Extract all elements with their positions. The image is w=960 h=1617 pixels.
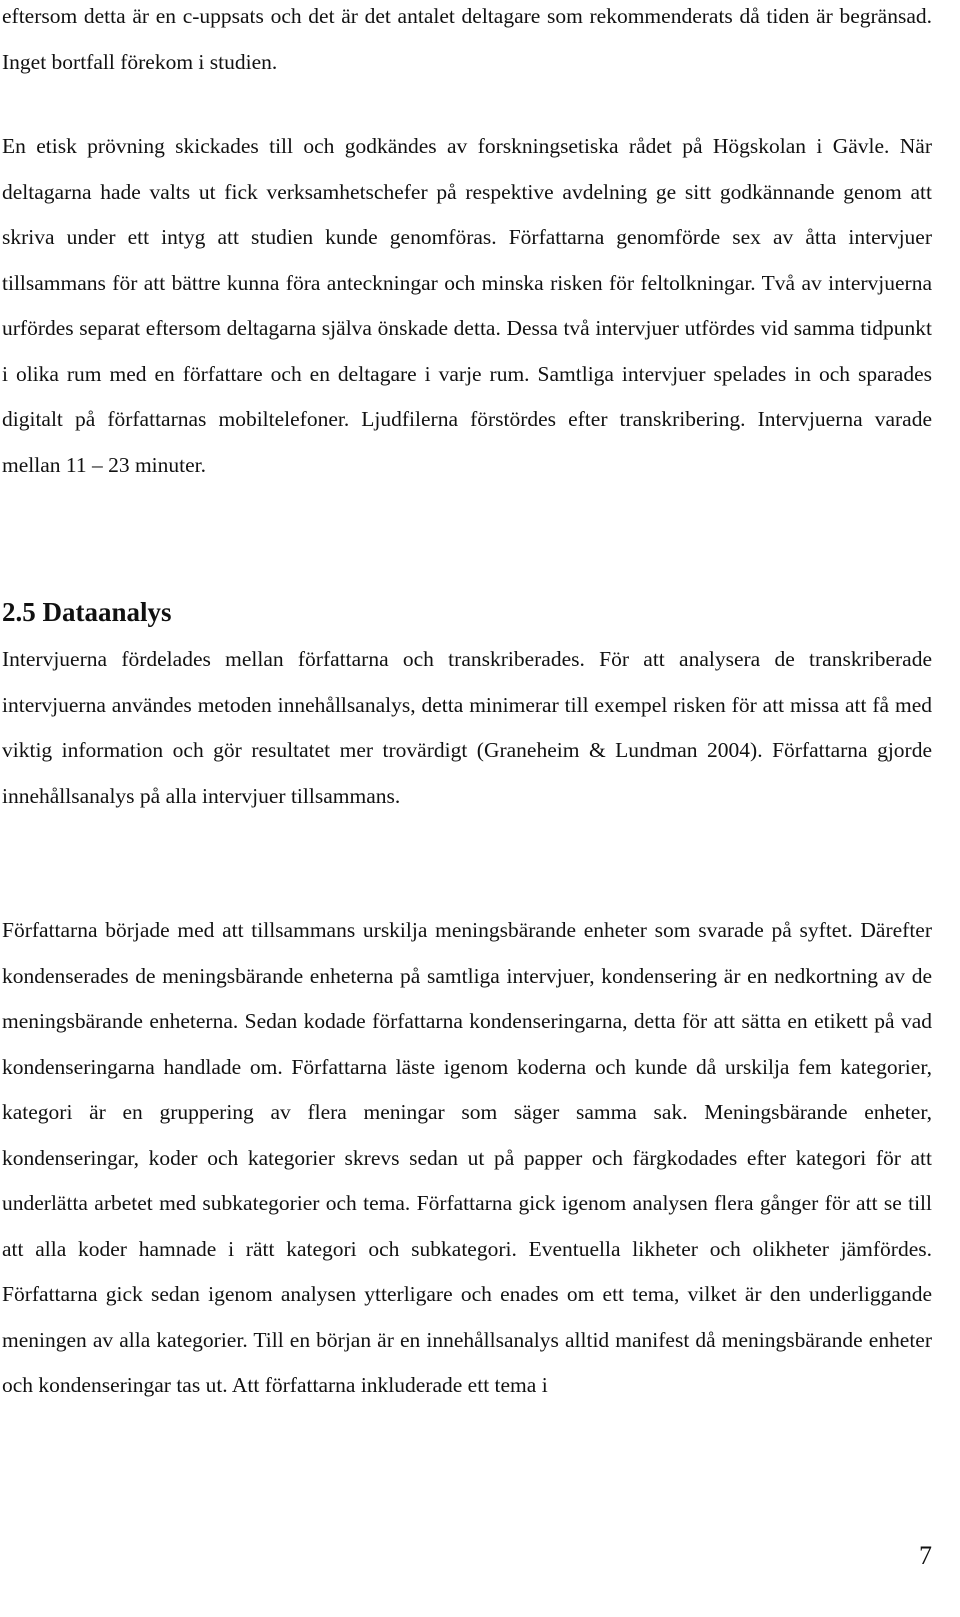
page-number: 7 xyxy=(919,1541,932,1570)
paragraph-participants: eftersom detta är en c-uppsats och det är det antalet deltagare som rekommenderats då tiden är begränsad. Inget bortfall förekom i studien. xyxy=(2,4,932,74)
paragraph-analysis-method: Författarna började med att tillsammans urskilja meningsbärande enheter som svarade på syftet. Därefter kondenserades de meningsbärande enheterna på samtliga intervjuer, kondensering är en nedkortning av de meningsbärande enheterna. Sedan kodade författarna kondenseringarna, detta för att sätta en etikett på vad kondenseringarna handlade om. Författarna läste igenom koderna och kunde då urskilja fem kategorier, kategori är en gruppering av flera meningar som säger samma sak. Meningsbärande enheter, kondenseringar, koder och kategorier skrevs sedan ut på papper och färgkodades efter kategori för att underlätta arbetet med subkategorier och tema. Författarna gick igenom analysen flera gånger för att se till att alla koder hamnade i rätt kategori och subkategori. Eventuella likheter och olikheter jämfördes. Författarna gick sedan igenom analysen ytterligare och enades om ett tema, vilket är den underliggande meningen av alla kategorier. Till en början är en innehållsanalys alltid manifest då meningsbärande enheter och kondenseringar tas ut. Att författarna inkluderade ett tema i xyxy=(2,918,932,1397)
paragraph-ethics-and-interviews: En etisk prövning skickades till och godkändes av forskningsetiska rådet på Högskolan i Gävle. När deltagarna hade valts ut fick verksamhetschefer på respektive avdelning ge sitt godkännande genom att skriva under ett intyg att studien kunde genomföras. Författarna genomförde sex av åtta intervjuer tillsammans för att bättre kunna föra anteckningar och minska risken för feltolkningar. Två av intervjuerna urfördes separat eftersom deltagarna själva önskade detta. Dessa två intervjuer utfördes vid samma tidpunkt i olika rum med en författare och en deltagare i varje rum. Samtliga intervjuer spelades in och sparades digitalt på författarnas mobiltelefoner. Ljudfilerna förstördes efter transkribering. Intervjuerna varade mellan 11 – 23 minuter. xyxy=(2,134,932,477)
paragraph-analysis-intro: Intervjuerna fördelades mellan författarna och transkriberades. För att analysera de transkriberade intervjuerna användes metoden innehållsanalys, detta minimerar till exempel risken för att missa att få med viktig information och gör resultatet mer trovärdigt (Graneheim & Lundman 2004). Författarna gjorde innehållsanalys på alla intervjuer tillsammans. xyxy=(2,647,932,808)
section-heading: 2.5 Dataanalys xyxy=(2,597,172,627)
